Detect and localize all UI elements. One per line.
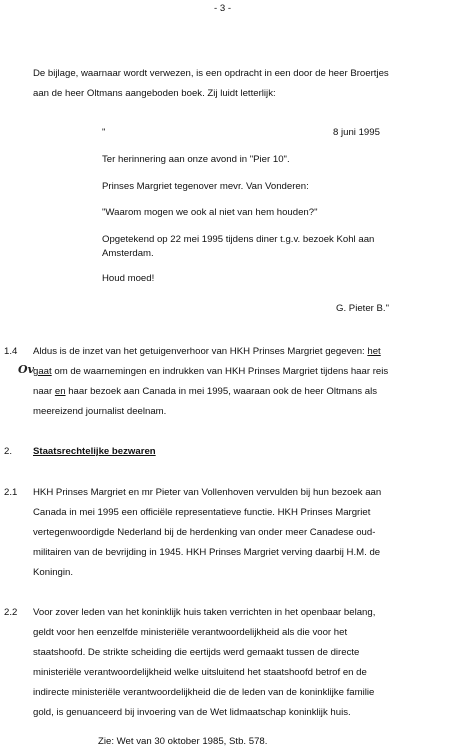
quote-line: Ter herinnering aan onze avond in "Pier 10". bbox=[102, 154, 290, 165]
quote-line: Amsterdam. bbox=[102, 248, 154, 259]
section-text: naar bbox=[33, 386, 55, 397]
quote-date: 8 juni 1995 bbox=[333, 127, 380, 138]
section-line: geldt voor hen eenzelfde ministeriële verantwoordelijkheid als die voor het bbox=[33, 627, 348, 638]
quote-line: "Waarom mogen we ook al niet van hem houden?" bbox=[102, 207, 318, 218]
section-line: Voor zover leden van het koninklijk huis taken verrichten in het openbaar belang, bbox=[33, 607, 376, 618]
section-number: 2.2 bbox=[4, 607, 18, 618]
section-line bbox=[33, 367, 388, 377]
section-line: staatshoofd. De strikte scheiding die eertijds werd gemaakt tussen de directe bbox=[33, 647, 360, 658]
quote-signature: G. Pieter B." bbox=[336, 303, 389, 314]
handwritten-margin-note: Ov bbox=[18, 363, 34, 376]
section-heading: Staatsrechtelijke bezwaren bbox=[33, 446, 156, 457]
section-line: ministeriële verantwoordelijkheid welke uitsluitend het staatshoofd betrof en de bbox=[33, 667, 367, 678]
section-line: indirecte ministeriële verantwoordelijkheid die de leden van de koninklijke familie bbox=[33, 687, 375, 698]
quote-line: Opgetekend op 22 mei 1995 tijdens diner t.g.v. bezoek Kohl aan bbox=[102, 234, 375, 245]
section-text: Aldus is de inzet van het getuigenverhoor van HKH Prinses Margriet gegeven: bbox=[33, 346, 368, 357]
intro-line: De bijlage, waarnaar wordt verwezen, is een opdracht in een door de heer Broertjes bbox=[33, 68, 389, 79]
section-line bbox=[33, 387, 377, 397]
page-number: - 3 - bbox=[214, 3, 232, 14]
quote-line: Houd moed! bbox=[102, 273, 155, 284]
section-number: 2. bbox=[4, 446, 13, 457]
section-number: 2.1 bbox=[4, 487, 18, 498]
section-text: haar bezoek aan Canada in mei 1995, waaraan ook de heer Oltmans als bbox=[65, 386, 378, 397]
underlined-text: en bbox=[54, 386, 66, 397]
section-line: vertegenwoordigde Nederland bij de herdenking van onder meer Canadese oud- bbox=[33, 527, 376, 538]
section-line: Canada in mei 1995 een officiële representatieve functie. HKH Prinses Margriet bbox=[33, 507, 371, 518]
section-line: Koningin. bbox=[33, 567, 74, 578]
section-line bbox=[33, 347, 381, 357]
underlined-text: het bbox=[367, 346, 381, 357]
section-line: HKH Prinses Margriet en mr Pieter van Vollenhoven vervulden bij hun bezoek aan bbox=[33, 487, 382, 498]
section-line: meereizend journalist deelnam. bbox=[33, 406, 167, 417]
section-line: militairen van de bevrijding in 1945. HKH Prinses Margriet verving daarbij H.M. de bbox=[33, 547, 381, 558]
footnote-reference: Zie: Wet van 30 oktober 1985, Stb. 578. bbox=[98, 736, 268, 747]
quote-line: Prinses Margriet tegenover mevr. Van Vonderen: bbox=[102, 181, 309, 192]
section-line: gold, is genuanceerd bij invoering van de Wet lidmaatschap koninklijk huis. bbox=[33, 707, 351, 718]
section-text: om de waarnemingen en indrukken van HKH Prinses Margriet tijdens haar reis bbox=[51, 366, 389, 377]
quote-open-mark: " bbox=[102, 127, 106, 138]
underlined-text: gaat bbox=[33, 366, 52, 377]
intro-line: aan de heer Oltmans aangeboden boek. Zij luidt letterlijk: bbox=[33, 88, 276, 99]
section-number: 1.4 bbox=[4, 346, 18, 357]
